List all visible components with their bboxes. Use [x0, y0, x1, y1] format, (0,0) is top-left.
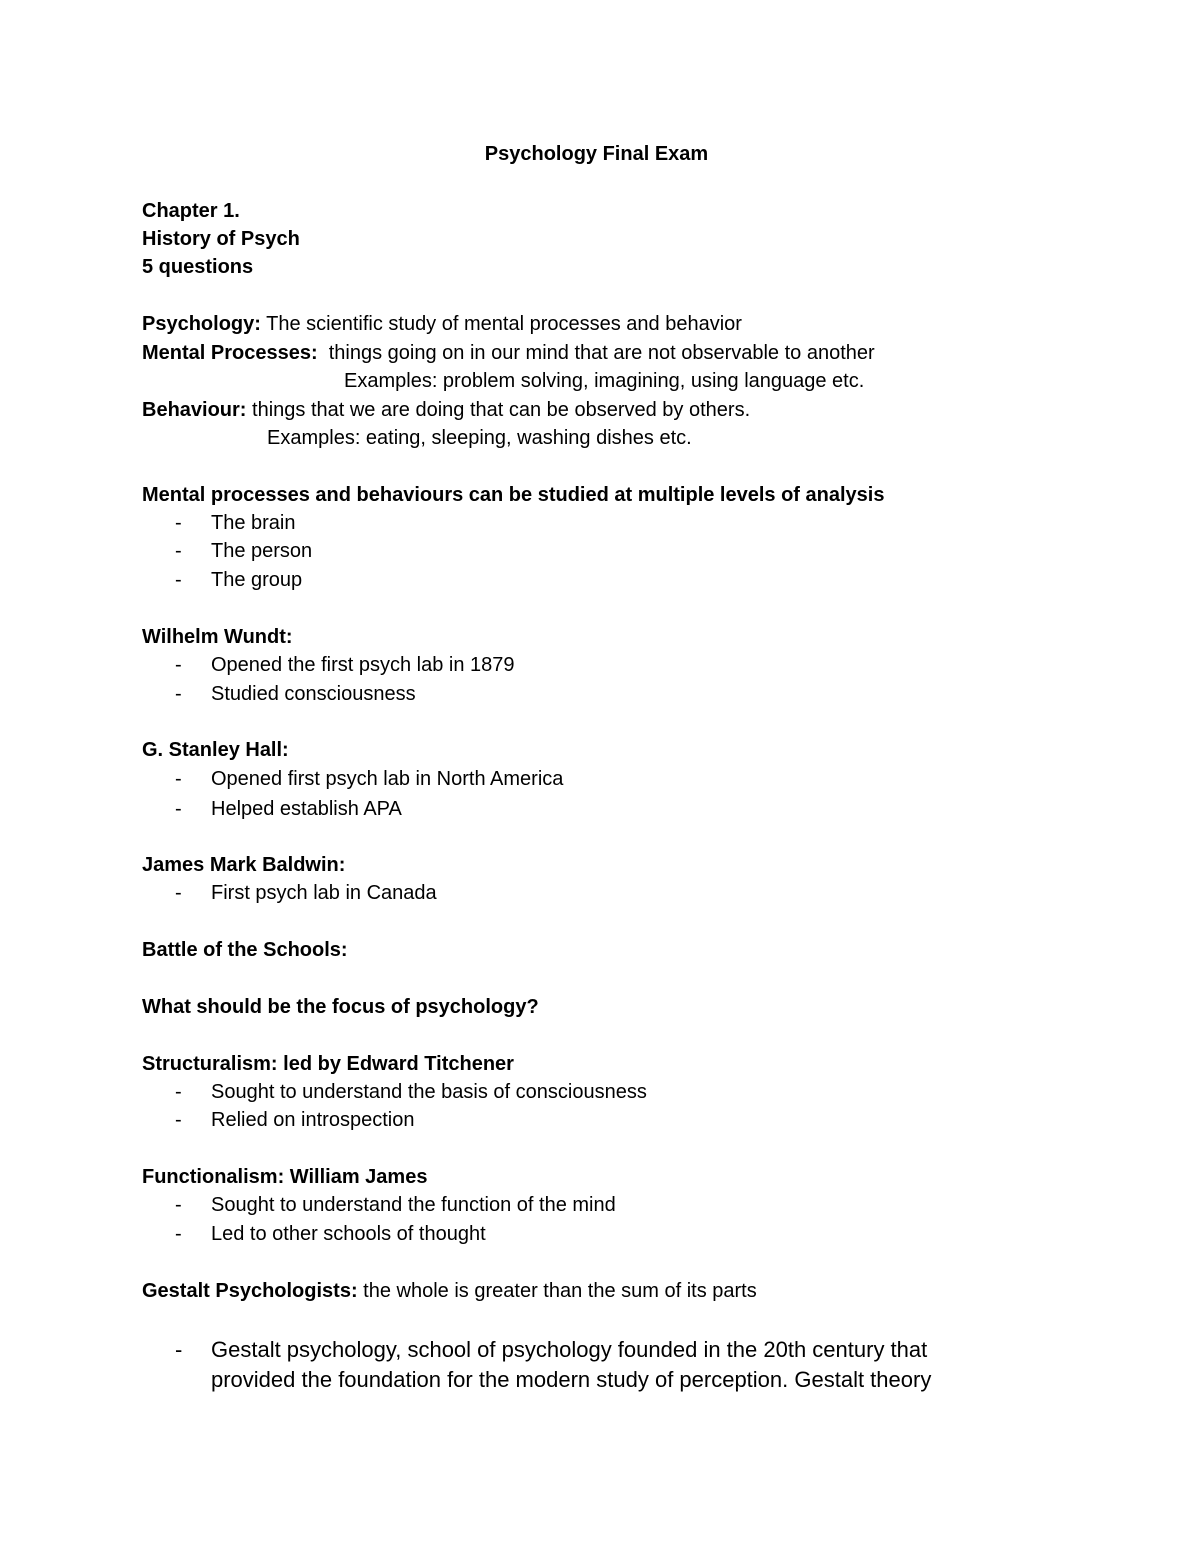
definition-gestalt	[142, 1277, 757, 1305]
mental-processes-examples: Examples: problem solving, imagining, using language etc.	[344, 370, 865, 392]
list-item: Led to other schools of thought	[211, 1223, 486, 1245]
def-behaviour: things that we are doing that can be observed by others.	[246, 399, 751, 421]
definition-mental-processes	[142, 339, 875, 367]
page-title: Psychology Final Exam	[484, 143, 709, 165]
gestalt-item-line-2: provided the foundation for the modern study of perception. Gestalt theory	[211, 1367, 932, 1392]
chapter-number: Chapter 1.	[142, 200, 240, 222]
term-gestalt: Gestalt Psychologists:	[142, 1280, 358, 1302]
levels-heading: Mental processes and behaviours can be studied at multiple levels of analysis	[142, 484, 885, 506]
bullet-dash: -	[175, 512, 182, 534]
bullet-dash: -	[175, 1081, 182, 1103]
bullet-dash: -	[175, 882, 182, 904]
baldwin-heading: James Mark Baldwin:	[142, 854, 346, 876]
battle-question: What should be the focus of psychology?	[142, 996, 539, 1018]
chapter-question-count: 5 questions	[142, 256, 254, 278]
bullet-dash: -	[175, 654, 182, 676]
list-item: The group	[211, 569, 303, 591]
gestalt-item-line-1: Gestalt psychology, school of psychology founded in the 20th century that	[211, 1337, 928, 1362]
list-item: Sought to understand the basis of consciousness	[211, 1081, 647, 1103]
bullet-dash: -	[175, 1337, 183, 1362]
bullet-dash: -	[175, 683, 182, 705]
list-item: Relied on introspection	[211, 1109, 415, 1131]
def-gestalt: the whole is greater than the sum of its parts	[357, 1280, 757, 1302]
list-item: The person	[211, 540, 313, 562]
def-mental-processes: things going on in our mind that are not observable to another	[317, 342, 875, 364]
list-item: Opened the first psych lab in 1879	[211, 654, 515, 676]
bullet-dash: -	[175, 1223, 182, 1245]
term-psychology: Psychology:	[142, 313, 261, 335]
wundt-heading: Wilhelm Wundt:	[142, 626, 293, 648]
bullet-dash: -	[175, 1194, 182, 1216]
definition-behaviour	[142, 396, 750, 424]
list-item: The brain	[211, 512, 296, 534]
structuralism-heading: Structuralism: led by Edward Titchener	[142, 1053, 514, 1075]
battle-heading: Battle of the Schools:	[142, 939, 348, 961]
bullet-dash: -	[175, 540, 182, 562]
definition-psychology	[142, 310, 742, 338]
list-item: Helped establish APA	[211, 798, 402, 820]
behaviour-examples: Examples: eating, sleeping, washing dishes etc.	[267, 427, 692, 449]
def-psychology: The scientific study of mental processes and behavior	[260, 313, 742, 335]
functionalism-heading: Functionalism: William James	[142, 1166, 428, 1188]
bullet-dash: -	[175, 798, 182, 820]
list-item: Sought to understand the function of the mind	[211, 1194, 616, 1216]
term-mental-processes: Mental Processes:	[142, 342, 318, 364]
bullet-dash: -	[175, 1109, 182, 1131]
bullet-dash: -	[175, 768, 182, 790]
bullet-dash: -	[175, 569, 182, 591]
chapter-name: History of Psych	[142, 228, 300, 250]
hall-heading: G. Stanley Hall:	[142, 739, 289, 761]
list-item: First psych lab in Canada	[211, 882, 437, 904]
list-item: Opened first psych lab in North America	[211, 768, 564, 790]
list-item: Studied consciousness	[211, 683, 416, 705]
term-behaviour: Behaviour:	[142, 399, 247, 421]
